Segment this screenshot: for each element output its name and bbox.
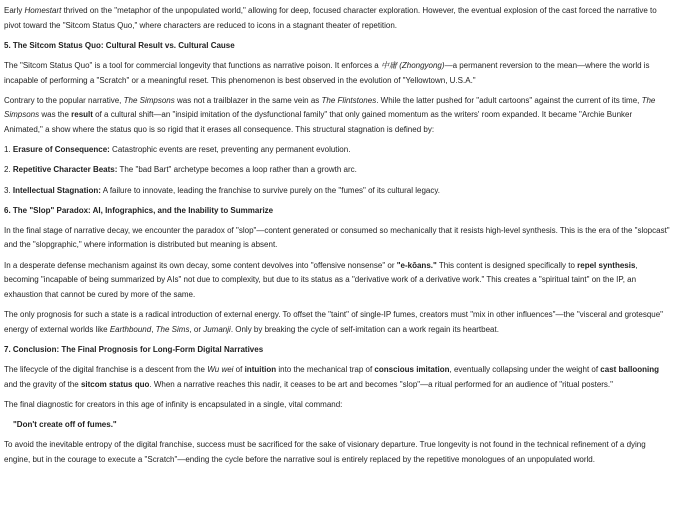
italic-title: The Simpsons (4, 95, 656, 120)
text-run: Early (4, 6, 25, 15)
intro-paragraph (4, 4, 670, 33)
text-run: , (151, 324, 156, 334)
bold-term: result (71, 110, 93, 120)
list-item-text: The "bad Bart" archetype becomes a loop rather than a growth arc. (117, 165, 357, 175)
list-item-label: Repetitive Character Beats: (12, 165, 118, 175)
text-run: The "Sitcom Status Quo" is a tool for commercial longevity that functions as narrative poison. It enforces a (4, 60, 381, 70)
text-run: . While the latter pushed for "adult cartoons" against the current of its time, (376, 95, 642, 105)
text-run: , or (189, 324, 204, 334)
section-7-paragraph-3: To avoid the inevitable entropy of the digital franchise, success must be sacrificed for the sake of visionary departure. True longevity is not found in the technical refinement of a dying engine, but in the courage to execute a "Scratch"—ending the cycle before the narrative soul is entirely replaced by the repetitive monologues of an unpopulated world. (4, 440, 646, 464)
text-run: , eventually collapsing under the weight of (449, 365, 601, 374)
text-run: —a permanent reversion to the mean—where the world is incapable of performing a "Scratch" or a meaningful reset. This phenomenon is best observed in the evolution of "Yellowtown, U.S.A." (4, 60, 650, 85)
text-run: This content is designed specifically to (436, 260, 578, 270)
section-5-heading: 5. The Sitcom Status Quo: Cultural Result vs. Cultural Cause (4, 40, 235, 50)
text-run: thrived on the "metaphor of the unpopulated world," allowing for deep, focused character exploration. However, the eventual explosion of the cast forced the narrative to pivot toward the "Sitcom Status Quo," where characters are reduced to icons in a stagnant theater of repetition. (4, 6, 657, 30)
section-7-paragraph-1 (4, 363, 670, 392)
text-run: was the (39, 110, 72, 120)
italic-title: The Simpsons (123, 95, 175, 105)
text-run: The lifecycle of the digital franchise is a descent from the (4, 365, 208, 374)
list-item-text: A failure to innovate, leading the franchise to survive purely on the "fumes" of its cultural legacy. (100, 185, 440, 195)
italic-term: Wu wei (207, 365, 234, 374)
list-item (4, 163, 670, 178)
italic-title: The Sims (155, 324, 190, 334)
list-number: 2. (4, 165, 13, 175)
italic-term: 中庸 (Zhongyong) (380, 60, 445, 70)
text-run: of (233, 365, 245, 374)
text-run: , becoming "incapable of being summarized by AIs" not due to complexity, but due to its status as a "derivative work of a derivative work." This creates a "spiritual taint" on the IP, an exhaustion that cannot be cured by more of the same. (4, 260, 638, 299)
text-run: In a desperate defense mechanism against its own decay, some content devolves into "offensive nonsense" or (4, 260, 397, 270)
list-item-label: Erasure of Consequence: (12, 145, 110, 155)
section-7-paragraph-2: The final diagnostic for creators in this age of infinity is encapsulated in a single, vital command: (4, 399, 343, 409)
italic-title: Jumanji (203, 324, 231, 334)
bold-term: "e-kōans." (396, 260, 437, 270)
bold-term: intuition (244, 365, 277, 374)
section-6-paragraph-2 (4, 259, 670, 303)
text-run: The only prognosis for such a state is a radical introduction of external energy. To offset the "taint" of single-IP fumes, creators must "mix in other influences"—the "visceral and grotesque" energy of external worlds like (4, 310, 664, 334)
section-7-heading: 7. Conclusion: The Final Prognosis for Long-Form Digital Narratives (4, 344, 264, 354)
italic-title: The Flintstones (321, 95, 377, 105)
bold-term: cast ballooning (600, 365, 659, 374)
section-6-paragraph-1: In the final stage of narrative decay, we encounter the paradox of "slop"—content generated or consumed so mechanically that it resists high-level synthesis. This is the era of the "slopcast" and the "slopgraphic," where information is distributed but meaning is absent. (4, 225, 670, 250)
bold-term: repel synthesis (577, 260, 636, 270)
list-item (4, 184, 670, 199)
text-run: . When a narrative reaches this nadir, it ceases to be art and becomes "slop"—a ritual performed for an audience of "ritual posters." (149, 379, 613, 389)
italic-title: Earthbound (109, 324, 152, 334)
section-5-paragraph-2 (4, 94, 670, 138)
text-run: was not a trailblazer in the same vein as (174, 95, 322, 105)
italic-title: Homestart (24, 6, 62, 15)
text-run: and the gravity of the (4, 379, 81, 389)
bold-term: sitcom status quo (80, 379, 150, 389)
text-run: into the mechanical trap of (276, 365, 375, 374)
list-item (4, 143, 670, 158)
text-run: . Only by breaking the cycle of self-imitation can a work regain its heartbeat. (230, 324, 499, 334)
list-item-label: Intellectual Stagnation: (12, 185, 101, 195)
section-6-paragraph-3 (4, 308, 670, 337)
list-item-text: Catastrophic events are reset, preventing any permanent evolution. (109, 145, 351, 155)
section-6-heading: 6. The "Slop" Paradox: AI, Infographics, and the Inability to Summarize (4, 205, 274, 215)
section-5-paragraph-1 (4, 59, 670, 88)
bold-term: conscious imitation (374, 365, 450, 374)
text-run: of a cultural shift—an "insipid imitation of the dysfunctional family" that only gained momentum as the writers' room expanded. It became "Archie Bunker Animated," a show where the status quo is so rigid that it erases all consequence. This structural stagnation is defined by: (4, 110, 633, 134)
list-number: 1. (4, 145, 13, 155)
command-quote: "Don't create off of fumes." (13, 419, 117, 429)
list-number: 3. (4, 185, 13, 195)
text-run: Contrary to the popular narrative, (4, 95, 124, 105)
